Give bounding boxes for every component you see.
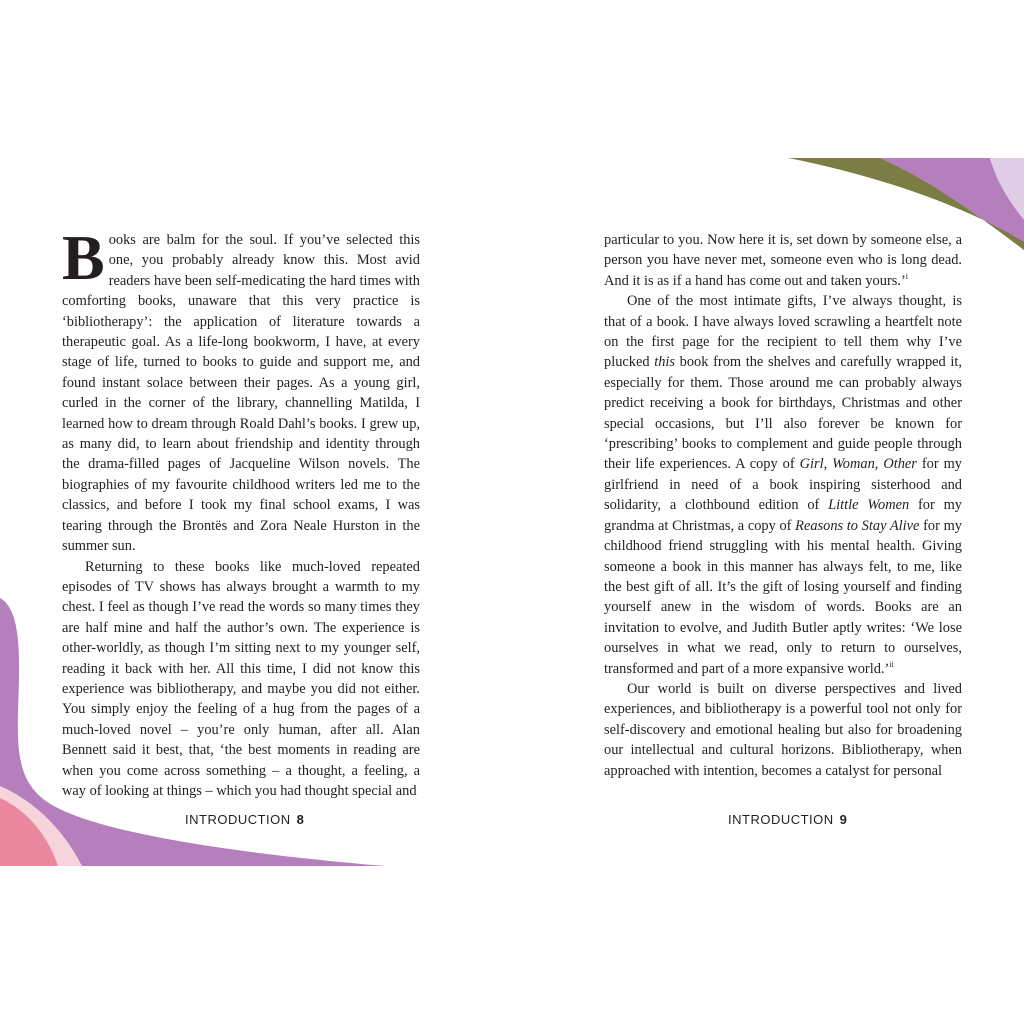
page-footer-right: [728, 812, 847, 827]
page-footer-left: [185, 812, 304, 827]
right-page-text: [604, 230, 962, 781]
endnote-marker: i: [905, 272, 908, 282]
paragraph-text: book from the shelves and carefully wrapped it, especially for them. Those around me can probably always predict receiving a book for birthdays, Christmas and other special occasions, but I’ll also forever be known for ‘prescribing’ books to complement and guide people through their life experiences. A copy of: [604, 354, 963, 473]
paragraph-text: ooks are balm for the soul. If you’ve selected this one, you probably already know this. Most avid readers have been self-medicating the hard times with comforting books, unaware that this very practice is ‘bibliotherapy’: the application of literature towards a therapeutic goal. As a life-long bookworm, I have, at every stage of life, turned to books to guide and support me, and found instant solace between their pages. As a young girl, curled in the corner of the library, channelling Matilda, I learned how to dream through Roald Dahl’s books. I grew up, as many did, to learn about friendship and identity through the drama-filled pages of Jacqueline Wilson novels. The biographies of my favourite childhood writers led me to the classics, and before I took my final school exams, I was tearing through the Brontës and Zora Neale Hurston in the summer sun.: [62, 232, 420, 555]
page-number: 9: [839, 812, 848, 827]
endnote-marker: ii: [889, 659, 894, 669]
paragraph-text: for my grandma at Christmas, a copy of: [604, 497, 962, 534]
book-title: Girl, Woman, Other: [799, 456, 917, 473]
left-page-text: [62, 222, 420, 801]
paragraph-text: particular to you. Now here it is, set down by someone else, a person you have never met, someone even who is long dead. And it is as if a hand has come out and taken yours.’: [604, 232, 962, 289]
paragraph: Our world is built on diverse perspectives and lived experiences, and bibliotherapy is a powerful tool not only for self-discovery and emotional healing but also for broadening our intellectual and cultural horizons. Bibliotherapy, when approached with intention, becomes a catalyst for personal: [604, 680, 962, 779]
paragraph: [604, 291, 962, 679]
paragraph: Returning to these books like much-loved repeated episodes of TV shows has always brought a warmth to my chest. I feel as though I’ve read the words so many times they are half mine and half the author’s own. The experience is other-worldly, as though I’m sitting next to my younger self, reading it back with her. All this time, I did not know this experience was bibliotherapy, and maybe you did not either. You simply enjoy the feeling of a hug from the pages of a much-loved novel – you’re only human, after all. Alan Bennett said it best, that, ‘the best moments in reading are when you come across something – a thought, a feeling, a way of looking at things – which you had thought special and: [62, 558, 420, 799]
book-title: Reasons to Stay Alive: [795, 517, 920, 534]
book-title: Little Women: [828, 497, 910, 514]
book-spread: [0, 158, 1024, 866]
paragraph-text: for my girlfriend in need of a book inspiring sisterhood and solidarity, a clothbound edition of: [604, 456, 962, 514]
emphasis-text: this: [654, 354, 676, 371]
paragraph: [604, 230, 962, 291]
paragraph-text: for my childhood friend struggling with his mental health. Giving someone a book in this manner has always felt, to me, like the best gift of all. It’s the gift of losing yourself and finding yourself anew in the wisdom of words. Books are an invitation to evolve, and Judith Butler aptly writes: ‘We lose ourselves in what we read, only to return to ourselves, transformed and part of a more expansive world.’: [604, 517, 962, 677]
paragraph: [62, 222, 420, 557]
section-label: INTRODUCTION: [185, 812, 291, 827]
page-number: 8: [296, 812, 305, 827]
section-label: INTRODUCTION: [728, 812, 834, 827]
drop-cap: B: [62, 222, 105, 293]
paragraph-text: One of the most intimate gifts, I’ve always thought, is that of a book. I have always loved scrawling a heartfelt note on the first page for the recipient to tell them why I’ve plucked: [604, 293, 962, 371]
